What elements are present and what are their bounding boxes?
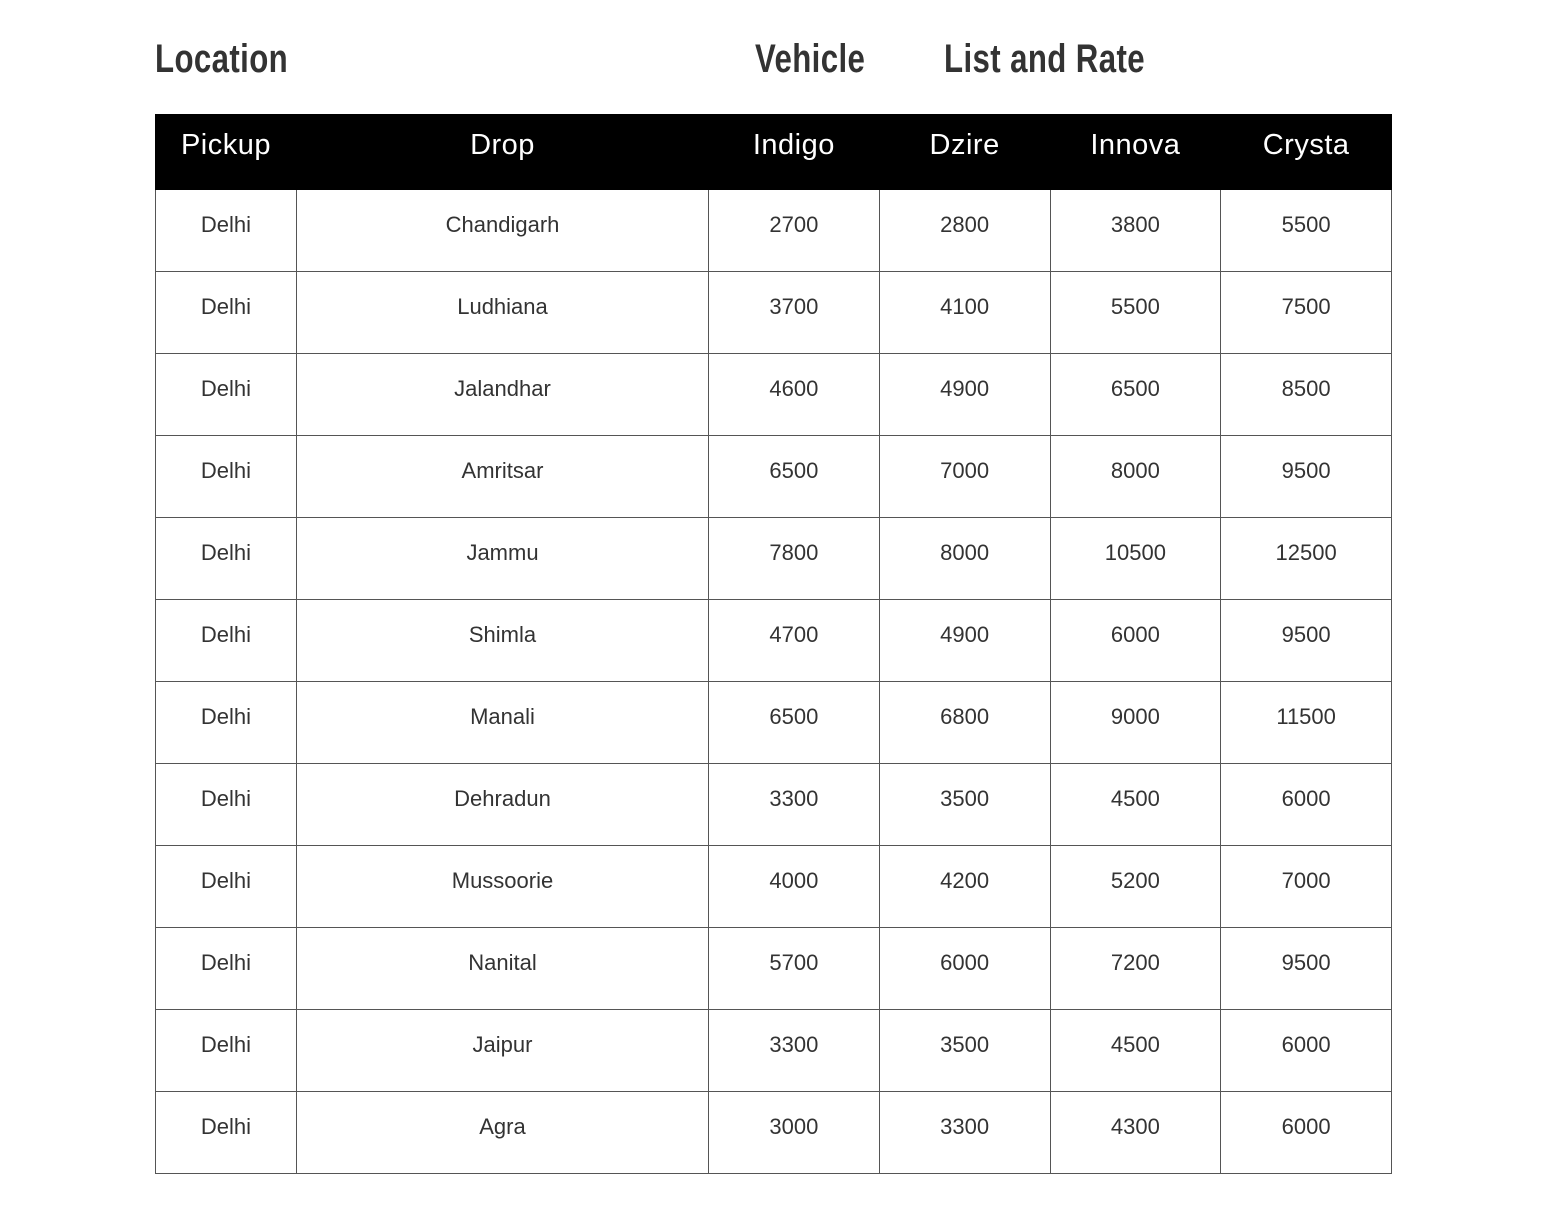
cell-crysta: 9500 bbox=[1221, 928, 1392, 1010]
cell-crysta: 8500 bbox=[1221, 354, 1392, 436]
cell-pickup: Delhi bbox=[156, 272, 297, 354]
cell-innova: 9000 bbox=[1050, 682, 1221, 764]
cell-innova: 6500 bbox=[1050, 354, 1221, 436]
cell-pickup: Delhi bbox=[156, 846, 297, 928]
table-row bbox=[156, 682, 1392, 764]
location-heading: Location bbox=[155, 37, 289, 81]
cell-innova: 7200 bbox=[1050, 928, 1221, 1010]
cell-indigo: 7800 bbox=[709, 518, 880, 600]
vehicle-heading: Vehicle bbox=[755, 37, 866, 81]
cell-drop: Ludhiana bbox=[297, 272, 709, 354]
cell-pickup: Delhi bbox=[156, 1092, 297, 1174]
table-body bbox=[156, 190, 1392, 1174]
cell-crysta: 9500 bbox=[1221, 436, 1392, 518]
cell-innova: 5500 bbox=[1050, 272, 1221, 354]
table-row bbox=[156, 272, 1392, 354]
column-header-crysta: Crysta bbox=[1221, 115, 1392, 190]
cell-indigo: 3300 bbox=[709, 764, 880, 846]
table-row bbox=[156, 928, 1392, 1010]
table-row bbox=[156, 190, 1392, 272]
cell-dzire: 8000 bbox=[879, 518, 1050, 600]
table-row bbox=[156, 436, 1392, 518]
table-row bbox=[156, 1010, 1392, 1092]
cell-pickup: Delhi bbox=[156, 436, 297, 518]
cell-dzire: 4200 bbox=[879, 846, 1050, 928]
cell-dzire: 4900 bbox=[879, 354, 1050, 436]
cell-indigo: 5700 bbox=[709, 928, 880, 1010]
cell-crysta: 5500 bbox=[1221, 190, 1392, 272]
cell-dzire: 4900 bbox=[879, 600, 1050, 682]
table-row bbox=[156, 518, 1392, 600]
cell-dzire: 7000 bbox=[879, 436, 1050, 518]
column-header-indigo: Indigo bbox=[709, 115, 880, 190]
cell-drop: Manali bbox=[297, 682, 709, 764]
cell-dzire: 3300 bbox=[879, 1092, 1050, 1174]
cell-innova: 10500 bbox=[1050, 518, 1221, 600]
cell-indigo: 6500 bbox=[709, 436, 880, 518]
cell-indigo: 4000 bbox=[709, 846, 880, 928]
column-header-pickup: Pickup bbox=[156, 115, 297, 190]
cell-drop: Agra bbox=[297, 1092, 709, 1174]
cell-indigo: 3700 bbox=[709, 272, 880, 354]
cell-crysta: 6000 bbox=[1221, 1010, 1392, 1092]
cell-dzire: 4100 bbox=[879, 272, 1050, 354]
cell-innova: 4500 bbox=[1050, 1010, 1221, 1092]
cell-pickup: Delhi bbox=[156, 764, 297, 846]
table-row bbox=[156, 764, 1392, 846]
table-row bbox=[156, 1092, 1392, 1174]
cell-drop: Jammu bbox=[297, 518, 709, 600]
cell-crysta: 6000 bbox=[1221, 1092, 1392, 1174]
cell-drop: Nanital bbox=[297, 928, 709, 1010]
table-row bbox=[156, 600, 1392, 682]
cell-innova: 3800 bbox=[1050, 190, 1221, 272]
cell-pickup: Delhi bbox=[156, 928, 297, 1010]
cell-pickup: Delhi bbox=[156, 354, 297, 436]
cell-dzire: 3500 bbox=[879, 764, 1050, 846]
cell-indigo: 4700 bbox=[709, 600, 880, 682]
cell-crysta: 7000 bbox=[1221, 846, 1392, 928]
cell-innova: 8000 bbox=[1050, 436, 1221, 518]
cell-drop: Shimla bbox=[297, 600, 709, 682]
cell-pickup: Delhi bbox=[156, 682, 297, 764]
cell-pickup: Delhi bbox=[156, 1010, 297, 1092]
cell-innova: 6000 bbox=[1050, 600, 1221, 682]
cell-innova: 5200 bbox=[1050, 846, 1221, 928]
cell-indigo: 4600 bbox=[709, 354, 880, 436]
list-and-rate-heading: List and Rate bbox=[944, 37, 1145, 81]
column-header-dzire: Dzire bbox=[879, 115, 1050, 190]
column-header-drop: Drop bbox=[297, 115, 709, 190]
cell-innova: 4300 bbox=[1050, 1092, 1221, 1174]
cell-crysta: 6000 bbox=[1221, 764, 1392, 846]
column-header-innova: Innova bbox=[1050, 115, 1221, 190]
cell-crysta: 9500 bbox=[1221, 600, 1392, 682]
cell-indigo: 2700 bbox=[709, 190, 880, 272]
table-header-row bbox=[156, 115, 1392, 190]
cell-indigo: 3300 bbox=[709, 1010, 880, 1092]
cell-crysta: 11500 bbox=[1221, 682, 1392, 764]
cell-pickup: Delhi bbox=[156, 600, 297, 682]
rate-table bbox=[155, 114, 1392, 1174]
cell-indigo: 3000 bbox=[709, 1092, 880, 1174]
table-row bbox=[156, 846, 1392, 928]
cell-pickup: Delhi bbox=[156, 518, 297, 600]
cell-crysta: 7500 bbox=[1221, 272, 1392, 354]
cell-crysta: 12500 bbox=[1221, 518, 1392, 600]
cell-drop: Dehradun bbox=[297, 764, 709, 846]
cell-dzire: 6000 bbox=[879, 928, 1050, 1010]
cell-drop: Jalandhar bbox=[297, 354, 709, 436]
table-row bbox=[156, 354, 1392, 436]
cell-drop: Mussoorie bbox=[297, 846, 709, 928]
cell-drop: Chandigarh bbox=[297, 190, 709, 272]
cell-innova: 4500 bbox=[1050, 764, 1221, 846]
cell-pickup: Delhi bbox=[156, 190, 297, 272]
cell-drop: Amritsar bbox=[297, 436, 709, 518]
cell-dzire: 2800 bbox=[879, 190, 1050, 272]
cell-drop: Jaipur bbox=[297, 1010, 709, 1092]
cell-indigo: 6500 bbox=[709, 682, 880, 764]
cell-dzire: 3500 bbox=[879, 1010, 1050, 1092]
cell-dzire: 6800 bbox=[879, 682, 1050, 764]
